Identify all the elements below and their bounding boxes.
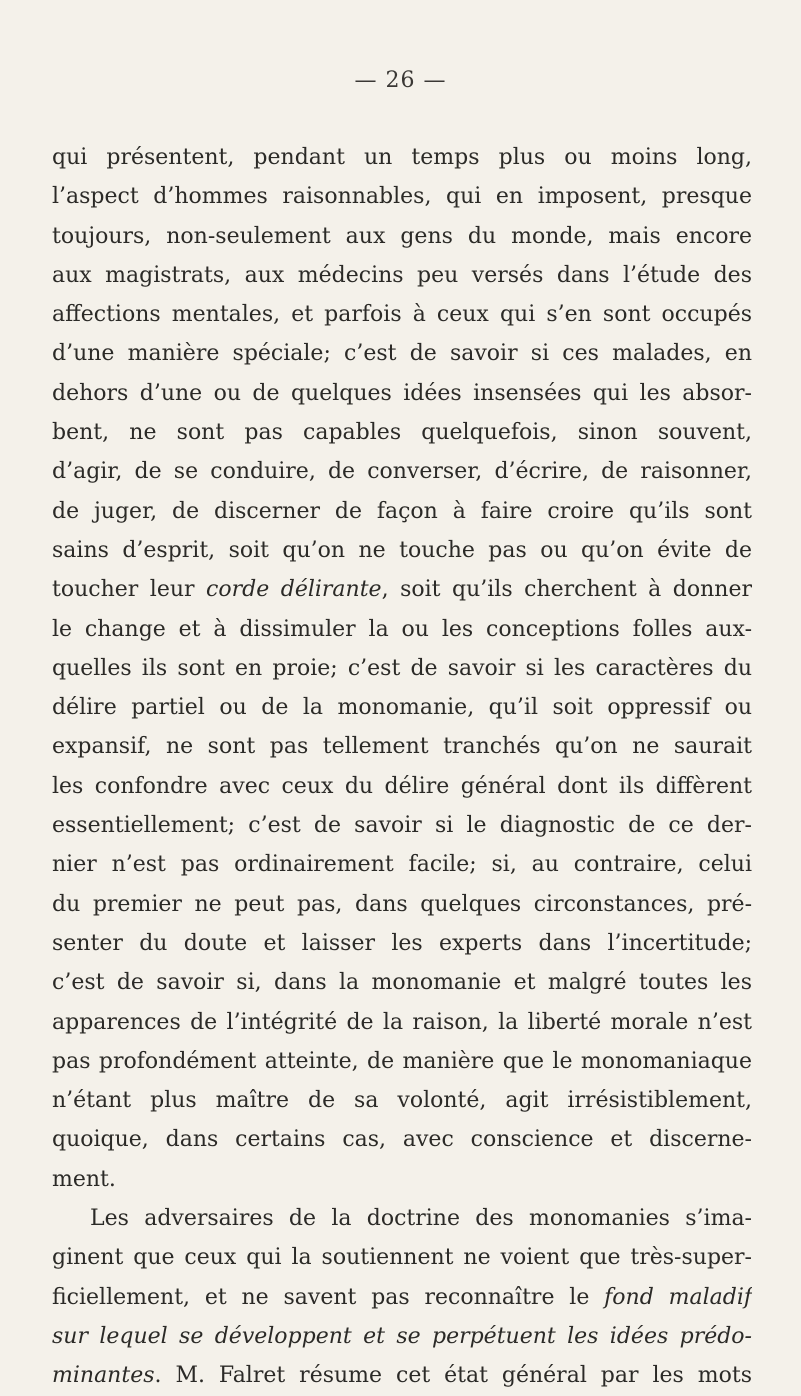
text-line-content: d’une manière spéciale; c’est de savoir si ces malades, en [52,341,752,367]
text-line [52,217,752,256]
body-text [52,138,752,1396]
italic-phrase: corde délirante [206,577,382,603]
text-line [52,1081,752,1120]
text-line [52,374,752,413]
text-line-content: toucher leur [52,577,207,603]
text-line-content: n’étant plus maître de sa volonté, agit irrésistiblement, [52,1088,752,1114]
text-line-content: le change et à dissimuler la ou les conceptions folles aux- [52,616,752,642]
text-line-content: essentiellement; c’est de savoir si le diagnostic de ce der- [52,813,752,839]
italic-phrase: sur lequel se développent et se perpétuent les idées prédo- [52,1323,752,1349]
italic-phrase: minantes [52,1363,155,1389]
text-line-content: affections mentales, et parfois à ceux qui s’en sont occupés [52,302,752,328]
text-line-content: sains d’esprit, soit qu’on ne touche pas ou qu’on évite de [52,537,752,563]
text-line-content: nier n’est pas ordinairement facile; si, au contraire, celui [52,852,752,878]
text-line [52,727,752,766]
text-line [52,845,752,884]
text-line [52,138,752,177]
text-line-content: bent, ne sont pas capables quelquefois, sinon souvent, [52,420,752,446]
text-line-content: Les adversaires de la doctrine des monomanies s’ima- [90,1206,752,1232]
text-line [52,413,752,452]
text-line [52,295,752,334]
text-line [52,1003,752,1042]
text-line [52,767,752,806]
text-line-content: délire partiel ou de la monomanie, qu’il soit oppressif ou [52,695,752,721]
text-line-content: apparences de l’intégrité de la raison, la liberté morale n’est [52,1009,752,1035]
text-line [52,649,752,688]
text-line [52,963,752,1002]
text-line-content: ficiellement, et ne savent pas reconnaître le [52,1284,605,1310]
text-line-content: d’agir, de se conduire, de converser, d’écrire, de raisonner, [52,459,752,485]
text-line [52,1317,752,1356]
text-line [52,177,752,216]
text-line-content: dehors d’une ou de quelques idées insensées qui les absor- [52,380,752,406]
text-line-content: ment. [52,1166,116,1192]
text-line-content: senter du doute et laisser les experts dans l’incertitude; [52,930,752,956]
text-line-content: quelles ils sont en proie; c’est de savoir si les caractères du [52,655,752,681]
text-line-content: de juger, de discerner de façon à faire croire qu’ils sont [52,498,752,524]
text-line [52,1160,752,1199]
text-line [52,492,752,531]
page-number: — 26 — [354,68,447,93]
text-line [52,1042,752,1081]
text-line [52,1356,752,1395]
text-line-content: ginent que ceux qui la soutiennent ne voient que très-super- [52,1245,752,1271]
text-line-content: expansif, ne sont pas tellement tranchés qu’on ne saurait [52,734,752,760]
text-line [52,806,752,845]
text-line [52,1120,752,1159]
text-line-content: . M. Falret résume cet état général par les mots [154,1363,752,1389]
text-line-content: toujours, non-seulement aux gens du monde, mais encore [52,223,752,249]
text-line-content: aux magistrats, aux médecins peu versés dans l’étude des [52,262,752,288]
text-line [52,1238,752,1277]
text-line [52,334,752,373]
text-line [52,452,752,491]
text-line [52,256,752,295]
text-line [52,885,752,924]
text-line-content: c’est de savoir si, dans la monomanie et malgré toutes les [52,970,752,996]
text-line [52,1199,752,1238]
text-line-content: les confondre avec ceux du délire général dont ils diffèrent [52,773,752,799]
text-line [52,610,752,649]
text-line [52,924,752,963]
text-line-content: du premier ne peut pas, dans quelques circonstances, pré- [52,891,752,917]
text-line-content: , soit qu’ils cherchent à donner [381,577,752,603]
text-line-content: quoique, dans certains cas, avec conscience et discerne- [52,1127,752,1153]
text-line-content: pas profondément atteinte, de manière que le monomaniaque [52,1048,752,1074]
text-line [52,570,752,609]
italic-phrase: fond maladif [604,1284,752,1310]
text-line [52,531,752,570]
text-line-content: l’aspect d’hommes raisonnables, qui en imposent, presque [52,184,752,210]
text-line [52,688,752,727]
text-line-content: qui présentent, pendant un temps plus ou moins long, [52,145,752,170]
text-line [52,1278,752,1317]
